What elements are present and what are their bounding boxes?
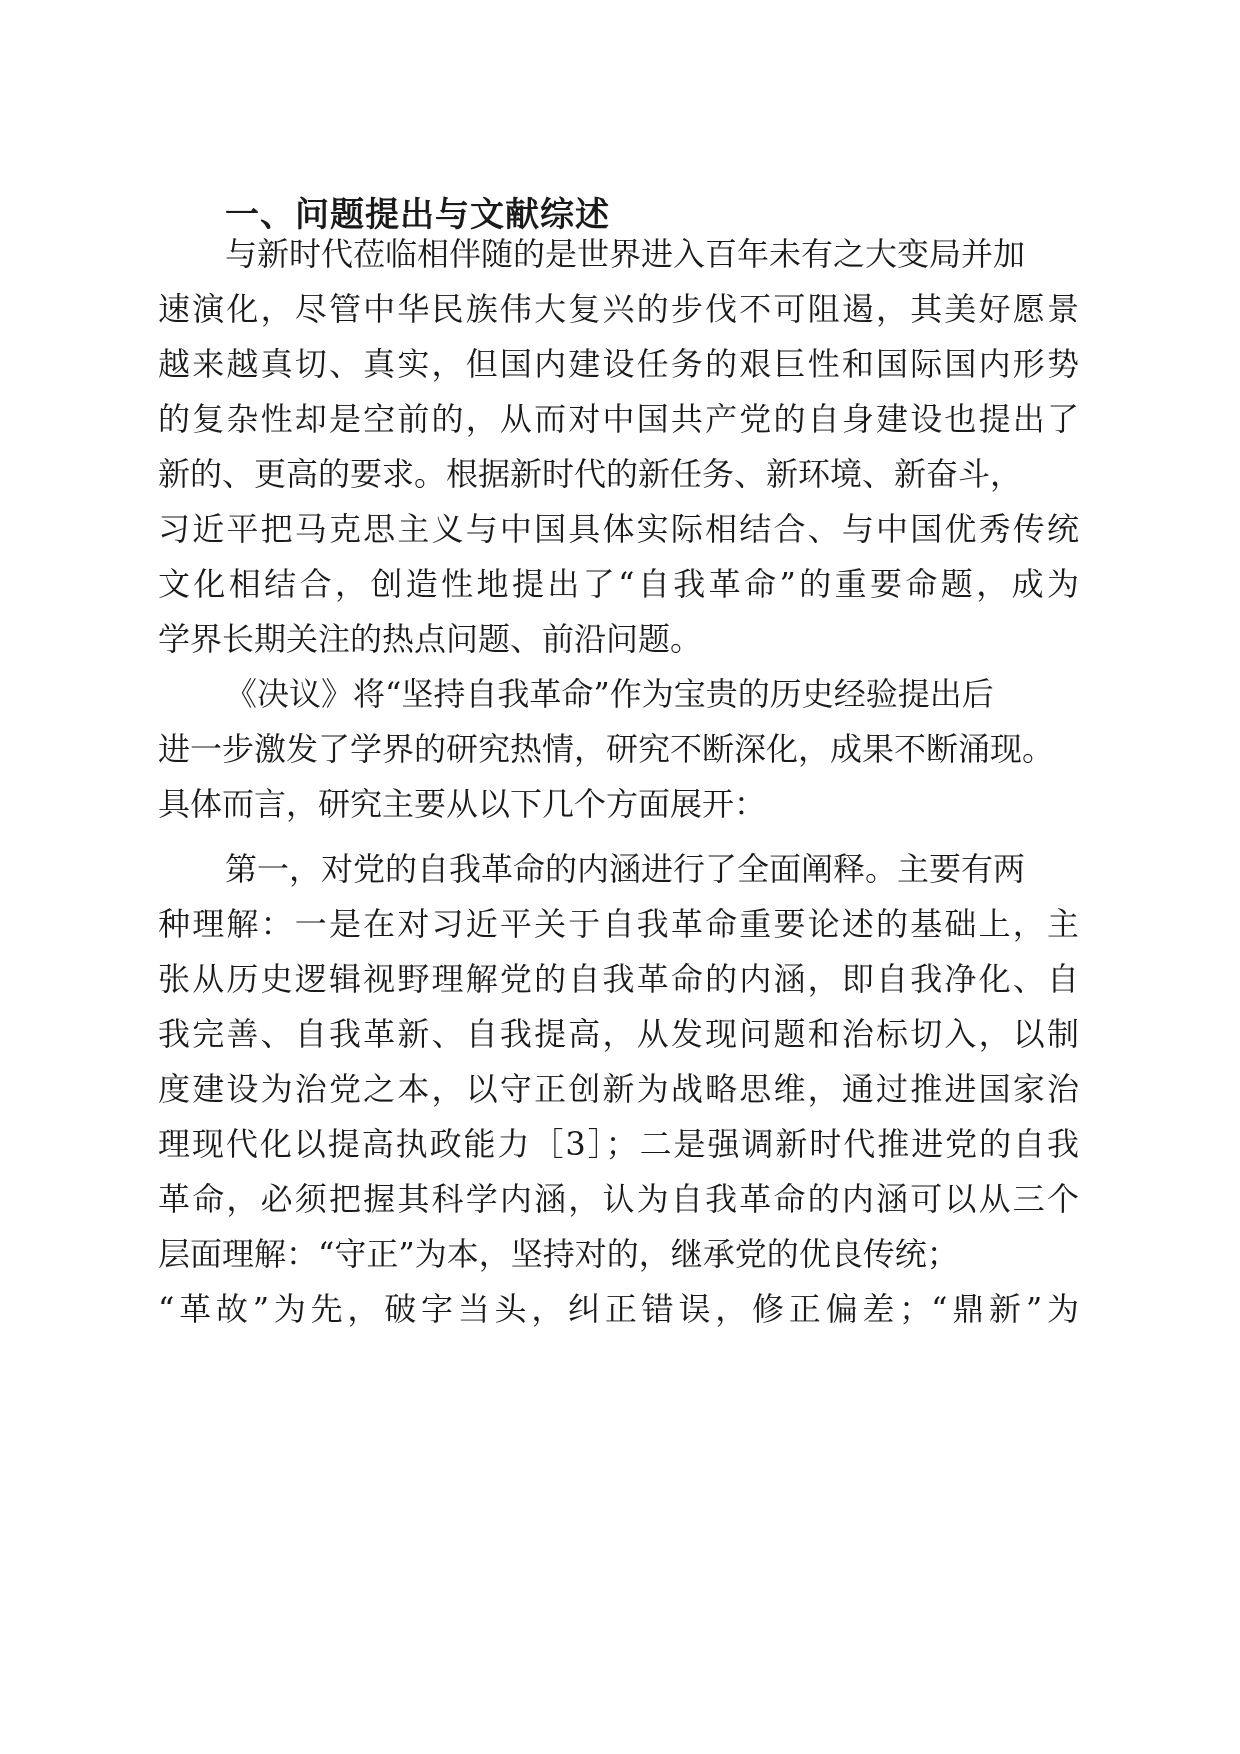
paragraph-line: 《决议》将“坚持自我革命”作为宝贵的历史经验提出后: [225, 675, 994, 713]
paragraph-line: 与新时代莅临相伴随的是世界进入百年未有之大变局并加: [225, 235, 1026, 273]
paragraph-line: 种理解：一是在对习近平关于自我革命重要论述的基础上，主: [158, 905, 1079, 943]
paragraph-line: 具体而言，研究主要从以下几个方面展开：: [158, 785, 767, 823]
paragraph-line: 速演化，尽管中华民族伟大复兴的步伐不可阻遏，其美好愿景: [158, 290, 1079, 328]
paragraph-line: 层面理解：“守正”为本，坚持对的，继承党的优良传统；: [158, 1235, 959, 1273]
paragraph-line: 革命，必须把握其科学内涵，认为自我革命的内涵可以从三个: [158, 1180, 1079, 1218]
paragraph-line: 越来越真切、真实，但国内建设任务的艰巨性和国际国内形势: [158, 345, 1079, 383]
paragraph-line: 张从历史逻辑视野理解党的自我革命的内涵，即自我净化、自: [158, 960, 1079, 998]
paragraph-line: 文化相结合，创造性地提出了“自我革命”的重要命题，成为: [158, 565, 1079, 603]
section-heading: 一、问题提出与文献综述: [225, 195, 610, 235]
paragraph-line: 第一，对党的自我革命的内涵进行了全面阐释。主要有两: [225, 850, 1026, 888]
paragraph-line: “革故”为先，破字当头，纠正错误，修正偏差；“鼎新”为: [158, 1290, 1079, 1328]
paragraph-line: 理现代化以提高执政能力［3］；二是强调新时代推进党的自我: [158, 1125, 1079, 1163]
paragraph-line: 习近平把马克思主义与中国具体实际相结合、与中国优秀传统: [158, 510, 1079, 548]
paragraph-line: 的复杂性却是空前的，从而对中国共产党的自身建设也提出了: [158, 400, 1079, 438]
paragraph-line: 进一步激发了学界的研究热情，研究不断深化，成果不断涌现。: [158, 730, 1055, 768]
paragraph-line: 我完善、自我革新、自我提高，从发现问题和治标切入，以制: [158, 1015, 1079, 1053]
paragraph-line: 新的、更高的要求。根据新时代的新任务、新环境、新奋斗，: [158, 455, 1023, 493]
paragraph-line: 学界长期关注的热点问题、前沿问题。: [158, 620, 703, 658]
paragraph-line: 度建设为治党之本，以守正创新为战略思维，通过推进国家治: [158, 1070, 1079, 1108]
